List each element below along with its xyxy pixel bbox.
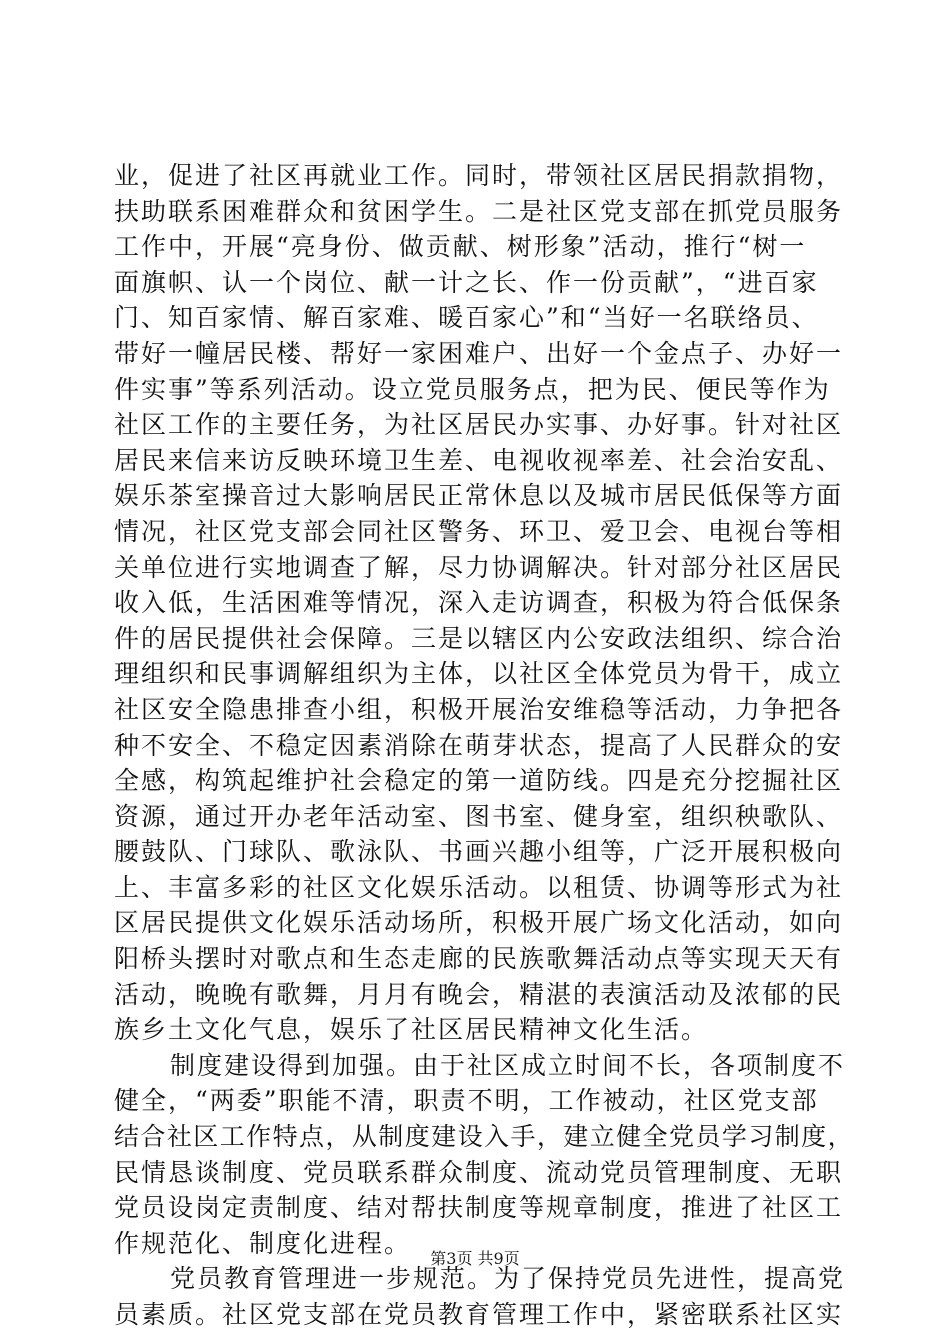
text-line: 娱乐茶室操音过大影响居民正常休息以及城市居民低保等方面 [114, 481, 844, 511]
text-line: 活动，晚晚有歌舞，月月有晚会，精湛的表演活动及浓郁的民 [114, 979, 844, 1009]
text-line: 社区安全隐患排查小组，积极开展治安维稳等活动，力争把各 [114, 694, 844, 724]
text-line: 理组织和民事调解组织为主体，以社区全体党员为骨干，成立 [114, 659, 844, 689]
text-line: 业，促进了社区再就业工作。同时，带领社区居民捐款捐物， [114, 161, 844, 190]
paragraph-first-line: 制度建设得到加强。由于社区成立时间不长，各项制度不 [170, 1050, 846, 1080]
text-line: 结合社区工作特点，从制度建设入手，建立健全党员学习制度， [114, 1122, 855, 1152]
text-line: 居民来信来访反映环境卫生差、电视收视率差、社会治安乱、 [114, 445, 844, 475]
paragraph-first-line: 党员教育管理进一步规范。为了保持党员先进性，提高党 [170, 1264, 846, 1294]
text-line: 员素质。社区党支部在党员教育管理工作中，紧密联系社区实 [114, 1300, 844, 1329]
text-line: 情况，社区党支部会同社区警务、环卫、爱卫会、电视台等相 [114, 516, 844, 546]
text-line: 门、知百家情、解百家难、暖百家心”和“当好一名联络员、 [114, 303, 819, 333]
text-line: 区居民提供文化娱乐活动场所，积极开展广场文化活动，如向 [114, 908, 844, 938]
text-line: 民情恳谈制度、党员联系群众制度、流动党员管理制度、无职 [114, 1157, 844, 1187]
text-line: 带好一幢居民楼、帮好一家困难户、出好一个金点子、办好一 [114, 338, 844, 368]
text-line: 党员设岗定责制度、结对帮扶制度等规章制度，推进了社区工 [114, 1193, 844, 1223]
text-line: 作规范化、制度化进程。 [114, 1228, 412, 1258]
text-line: 资源，通过开办老年活动室、图书室、健身室，组织秧歌队、 [114, 801, 844, 831]
text-line: 阳桥头摆时对歌点和生态走廊的民族歌舞活动点等实现天天有 [114, 944, 844, 974]
text-line: 件实事”等系列活动。设立党员服务点，把为民、便民等作为 [114, 374, 831, 404]
text-line: 腰鼓队、门球队、歌泳队、书画兴趣小组等，广泛开展积极向 [114, 837, 844, 867]
body-text [114, 158, 854, 1333]
text-line: 收入低，生活困难等情况，深入走访调查，积极为符合低保条 [114, 588, 844, 618]
text-line: 种不安全、不稳定因素消除在萌芽状态，提高了人民群众的安 [114, 730, 844, 760]
text-line: 面旗帜、认一个岗位、献一计之长、作一份贡献”，“进百家 [114, 267, 819, 297]
text-line: 扶助联系困难群众和贫困学生。二是社区党支部在抓党员服务 [114, 196, 844, 226]
text-line: 件的居民提供社会保障。三是以辖区内公安政法组织、综合治 [114, 623, 844, 653]
text-line: 关单位进行实地调查了解，尽力协调解决。针对部分社区居民 [114, 552, 844, 582]
text-line: 上、丰富多彩的社区文化娱乐活动。以租赁、协调等形式为社 [114, 872, 844, 902]
text-line: 全感，构筑起维护社会稳定的第一道防线。四是充分挖掘社区 [114, 766, 844, 796]
text-line: 社区工作的主要任务，为社区居民办实事、办好事。针对社区 [114, 410, 844, 440]
text-line: 工作中，开展“亮身份、做贡献、树形象”活动，推行“树一 [114, 232, 807, 262]
text-line: 健全，“两委”职能不清，职责不明，工作被动，社区党支部 [114, 1086, 819, 1116]
text-line: 族乡土文化气息，娱乐了社区居民精神文化生活。 [114, 1015, 709, 1045]
page-footer: 第3页 共9页 [430, 1249, 520, 1268]
